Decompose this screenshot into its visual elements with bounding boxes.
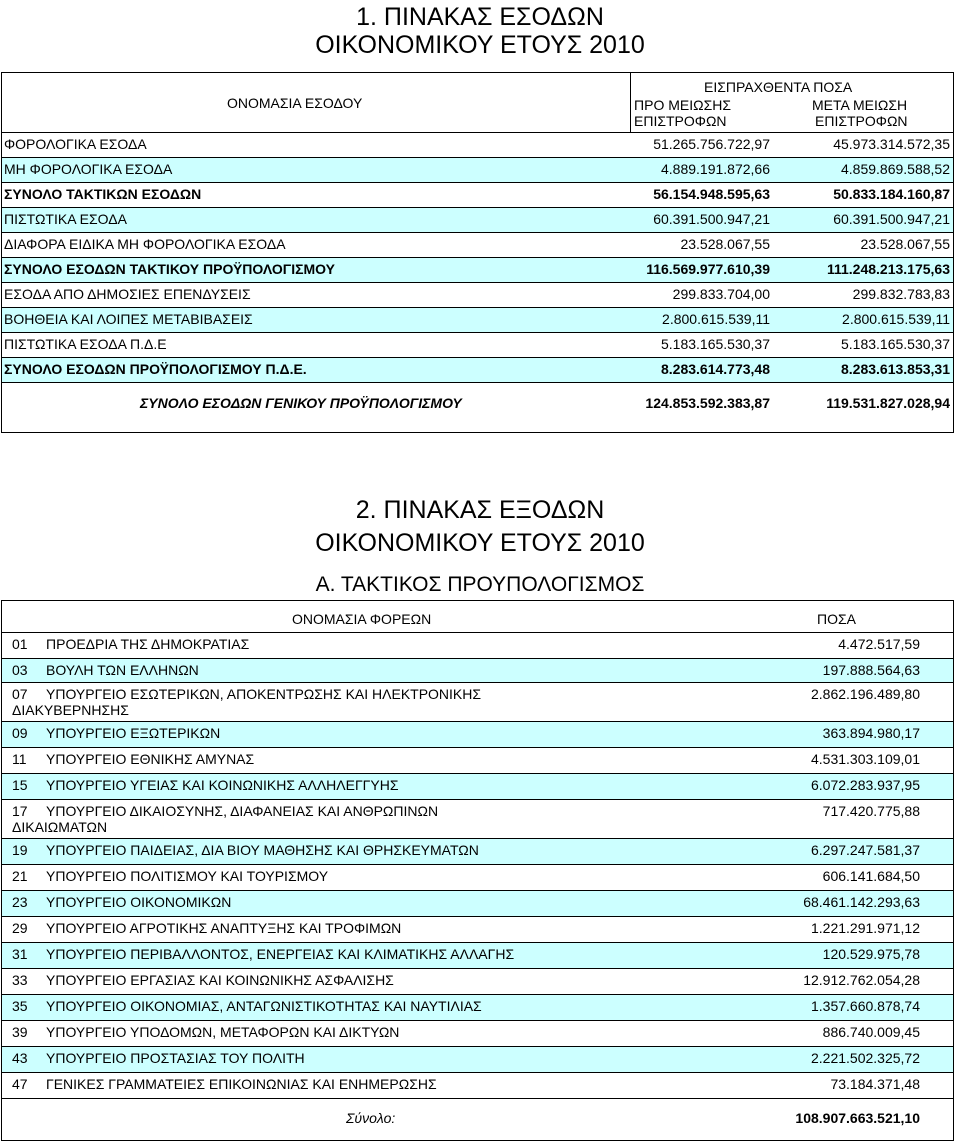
expenses-row [2, 838, 953, 864]
expenses-row-code: 47 [12, 1076, 28, 1092]
expenses-row-name: ΥΠΟΥΡΓΕΙΟ ΥΓΕΙΑΣ ΚΑΙ ΚΟΙΝΩΝΙΚΗΣ ΑΛΛΗΛΕΓΓΥΗΣ [46, 777, 399, 793]
revenue-row-name: ΣΥΝΟΛΟ ΕΣΟΔΩΝ ΤΑΚΤΙΚΟΥ ΠΡΟΫΠΟΛΟΓΙΣΜΟΥ [4, 261, 335, 277]
expenses-row-name: ΥΠΟΥΡΓΕΙΟ ΕΘΝΙΚΗΣ ΑΜΥΝΑΣ [46, 751, 255, 767]
revenue-header-before-2: ΕΠΙΣΤΡΟΦΩΝ [634, 113, 727, 129]
revenue-row-before: 23.528.067,55 [680, 236, 770, 252]
expenses-total-amount: 108.907.663.521,10 [795, 1110, 920, 1126]
expenses-header-name: ΟΝΟΜΑΣΙΑ ΦΟΡΕΩΝ [292, 611, 432, 627]
expenses-title-line2: ΟΙΚΟΝΟΜΙΚΟΥ ΕΤΟΥΣ 2010 [315, 529, 645, 557]
revenue-row-line [2, 207, 953, 208]
expenses-row-amount: 68.461.142.293,63 [803, 894, 920, 910]
expenses-row-name: ΥΠΟΥΡΓΕΙΟ ΑΓΡΟΤΙΚΗΣ ΑΝΑΠΤΥΞΗΣ ΚΑΙ ΤΡΟΦΙΜΩΝ [46, 920, 402, 936]
revenue-row-after: 111.248.213.175,63 [826, 261, 950, 277]
expenses-row [2, 658, 953, 682]
expenses-row [2, 942, 953, 968]
expenses-row-code: 35 [12, 998, 28, 1014]
expenses-row-line [2, 658, 953, 659]
revenue-row-name: ΠΙΣΤΩΤΙΚΑ ΕΣΟΔΑ Π.Δ.Ε [4, 336, 167, 352]
revenue-row-before: 4.889.191.872,66 [661, 161, 770, 177]
revenue-row-after: 119.531.827.028,94 [826, 395, 950, 411]
expenses-row-amount: 363.894.980,17 [822, 725, 920, 741]
revenue-row [2, 207, 953, 232]
expenses-row-amount: 1.357.660.878,74 [811, 998, 920, 1014]
expenses-row-name: ΥΠΟΥΡΓΕΙΟ ΟΙΚΟΝΟΜΙΚΩΝ [46, 894, 232, 910]
revenue-row-line [2, 357, 953, 358]
revenue-row-after: 50.833.184.160,87 [833, 186, 950, 202]
expenses-row-code: 29 [12, 920, 28, 936]
expenses-row-line [2, 916, 953, 917]
revenue-row-name: ΣΥΝΟΛΟ ΤΑΚΤΙΚΩΝ ΕΣΟΔΩΝ [4, 186, 202, 202]
expenses-row-code: 31 [12, 946, 28, 962]
expenses-row-line [2, 1046, 953, 1047]
revenue-row-before: 5.183.165.530,37 [661, 336, 770, 352]
revenue-row-line [2, 132, 953, 133]
expenses-row-line [2, 942, 953, 943]
revenue-row-after: 8.283.613.853,31 [841, 361, 950, 377]
revenue-row-name: ΣΥΝΟΛΟ ΕΣΟΔΩΝ ΠΡΟΫΠΟΛΟΓΙΣΜΟΥ Π.Δ.Ε. [4, 361, 307, 377]
expenses-row-name: ΥΠΟΥΡΓΕΙΟ ΠΑΙΔΕΙΑΣ, ΔΙΑ ΒΙΟΥ ΜΑΘΗΣΗΣ ΚΑΙ ΘΡΗΣΚΕΥΜΑΤΩΝ [46, 842, 479, 858]
expenses-row [2, 1072, 953, 1098]
expenses-row-code: 01 [12, 636, 28, 652]
expenses-row-line [2, 721, 953, 722]
expenses-row [2, 773, 953, 799]
expenses-row-name: ΓΕΝΙΚΕΣ ΓΡΑΜΜΑΤΕΙΕΣ ΕΠΙΚΟΙΝΩΝΙΑΣ ΚΑΙ ΕΝΗΜΕΡΩΣΗΣ [46, 1076, 437, 1092]
expenses-row-code: 19 [12, 842, 28, 858]
expenses-row-code: 09 [12, 725, 28, 741]
expenses-row-code: 15 [12, 777, 28, 793]
expenses-row [2, 747, 953, 773]
expenses-row [2, 799, 953, 838]
revenue-row-line [2, 182, 953, 183]
revenue-row-before: 116.569.977.610,39 [646, 261, 770, 277]
expenses-title-line1: 2. ΠΙΝΑΚΑΣ ΕΞΟΔΩΝ [355, 496, 605, 524]
expenses-row-amount: 73.184.371,48 [830, 1076, 920, 1092]
expenses-row-amount: 2.221.502.325,72 [811, 1050, 920, 1066]
revenue-header-before-1: ΠΡΟ ΜΕΙΩΣΗΣ [634, 97, 732, 113]
revenue-header-group: ΕΙΣΠΡΑΧΘΕΝΤΑ ΠΟΣΑ [704, 79, 853, 95]
revenue-header-after-2: ΕΠΙΣΤΡΟΦΩΝ [815, 113, 908, 129]
expenses-row-code: 39 [12, 1024, 28, 1040]
revenue-row-after: 299.832.783,83 [852, 286, 950, 302]
revenue-row-after: 5.183.165.530,37 [841, 336, 950, 352]
expenses-row-amount: 12.912.762.054,28 [803, 972, 920, 988]
revenue-row [2, 232, 953, 257]
expenses-row-amount: 4.531.303.109,01 [811, 751, 920, 767]
expenses-row-code: 23 [12, 894, 28, 910]
expenses-row-line [2, 1072, 953, 1073]
expenses-row-amount: 6.072.283.937,95 [811, 777, 920, 793]
revenue-row-after: 4.859.869.588,52 [841, 161, 950, 177]
expenses-row-name: ΥΠΟΥΡΓΕΙΟ ΟΙΚΟΝΟΜΙΑΣ, ΑΝΤΑΓΩΝΙΣΤΙΚΟΤΗΤΑΣ ΚΑΙ ΝΑΥΤΙΛΙΑΣ [46, 998, 482, 1014]
expenses-row-amount: 886.740.009,45 [822, 1024, 920, 1040]
expenses-row-code: 03 [12, 662, 28, 678]
revenue-row [2, 357, 953, 382]
expenses-total-label: Σύνολο: [346, 1110, 396, 1126]
expenses-total-row [2, 1098, 953, 1142]
expenses-subtitle: Α. ΤΑΚΤΙΚΟΣ ΠΡΟΥΠΟΛΟΓΙΣΜΟΣ [315, 573, 645, 596]
expenses-row-amount: 4.472.517,59 [838, 636, 920, 652]
expenses-row-line [2, 773, 953, 774]
revenue-row-line [2, 307, 953, 308]
expenses-row-code: 11 [12, 751, 27, 767]
revenue-row-name: ΔΙΑΦΟΡΑ ΕΙΔΙΚΑ ΜΗ ΦΟΡΟΛΟΓΙΚΑ ΕΣΟΔΑ [4, 236, 286, 252]
expenses-row-line [2, 890, 953, 891]
expenses-row-name: ΥΠΟΥΡΓΕΙΟ ΠΟΛΙΤΙΣΜΟΥ ΚΑΙ ΤΟΥΡΙΣΜΟΥ [46, 868, 329, 884]
revenue-row-line [2, 157, 953, 158]
revenue-row [2, 307, 953, 332]
expenses-row-line [2, 838, 953, 839]
revenue-title-line2: ΟΙΚΟΝΟΜΙΚΟΥ ΕΤΟΥΣ 2010 [315, 31, 645, 59]
revenue-row [2, 382, 953, 432]
expenses-row-code: 17 [12, 803, 28, 819]
expenses-row [2, 1020, 953, 1046]
expenses-row-name: ΥΠΟΥΡΓΕΙΟ ΠΕΡΙΒΑΛΛΟΝΤΟΣ, ΕΝΕΡΓΕΙΑΣ ΚΑΙ ΚΛΙΜΑΤΙΚΗΣ ΑΛΛΑΓΗΣ [46, 946, 515, 962]
revenue-row-name: ΦΟΡΟΛΟΓΙΚΑ ΕΣΟΔΑ [4, 136, 147, 152]
revenue-row-name: ΣΥΝΟΛΟ ΕΣΟΔΩΝ ΓΕΝΙΚΟΥ ΠΡΟΫΠΟΛΟΓΙΣΜΟΥ [140, 395, 462, 411]
expenses-header-amount: ΠΟΣΑ [817, 611, 856, 627]
expenses-row [2, 632, 953, 658]
expenses-row-amount: 717.420.775,88 [822, 803, 920, 819]
revenue-row-line [2, 332, 953, 333]
expenses-row-amount: 197.888.564,63 [822, 662, 920, 678]
revenue-row-name: ΕΣΟΔΑ ΑΠΟ ΔΗΜΟΣΙΕΣ ΕΠΕΝΔΥΣΕΙΣ [4, 286, 251, 302]
revenue-row-after: 23.528.067,55 [860, 236, 950, 252]
expenses-row-line [2, 1020, 953, 1021]
expenses-row-code: 33 [12, 972, 28, 988]
revenue-row-line [2, 232, 953, 233]
expenses-row-code: 07 [12, 686, 28, 702]
expenses-row [2, 890, 953, 916]
expenses-row-line [2, 994, 953, 995]
revenue-row-before: 8.283.614.773,48 [661, 361, 770, 377]
revenue-row [2, 132, 953, 157]
expenses-row-amount: 6.297.247.581,37 [811, 842, 920, 858]
expenses-total-line [2, 1098, 953, 1099]
expenses-row-line [2, 747, 953, 748]
expenses-row-name-continued: ΔΙΚΑΙΩΜΑΤΩΝ [12, 819, 108, 835]
revenue-row-line [2, 257, 953, 258]
revenue-row-line [2, 282, 953, 283]
expenses-table [1, 600, 954, 1141]
revenue-header-name: ΟΝΟΜΑΣΙΑ ΕΣΟΔΟΥ [227, 95, 363, 111]
revenue-header-after-1: ΜΕΤΑ ΜΕΙΩΣΗ [812, 97, 908, 113]
expenses-row-line [2, 864, 953, 865]
revenue-row-before: 299.833.704,00 [672, 286, 770, 302]
revenue-row-line [2, 382, 953, 383]
revenue-row-before: 56.154.948.595,63 [653, 186, 770, 202]
expenses-row-line [2, 632, 953, 633]
revenue-row [2, 182, 953, 207]
expenses-row-name: ΥΠΟΥΡΓΕΙΟ ΕΞΩΤΕΡΙΚΩΝ [46, 725, 221, 741]
expenses-row-line [2, 682, 953, 683]
revenue-row-before: 2.800.615.539,11 [662, 311, 770, 327]
expenses-row-amount: 120.529.975,78 [822, 946, 920, 962]
expenses-row [2, 916, 953, 942]
expenses-row-name: ΥΠΟΥΡΓΕΙΟ ΕΡΓΑΣΙΑΣ ΚΑΙ ΚΟΙΝΩΝΙΚΗΣ ΑΣΦΑΛΙΣΗΣ [46, 972, 394, 988]
expenses-row-name-continued: ΔΙΑΚΥΒΕΡΝΗΣΗΣ [12, 702, 129, 718]
expenses-row-code: 43 [12, 1050, 28, 1066]
expenses-row [2, 968, 953, 994]
revenue-row [2, 332, 953, 357]
revenue-row-before: 60.391.500.947,21 [653, 211, 770, 227]
expenses-row-name: ΥΠΟΥΡΓΕΙΟ ΕΣΩΤΕΡΙΚΩΝ, ΑΠΟΚΕΝΤΡΩΣΗΣ ΚΑΙ ΗΛΕΚΤΡΟΝΙΚΗΣ [46, 686, 482, 702]
revenue-row-name: ΜΗ ΦΟΡΟΛΟΓΙΚΑ ΕΣΟΔΑ [4, 161, 173, 177]
revenue-row-before: 51.265.756.722,97 [653, 136, 770, 152]
expenses-row [2, 1046, 953, 1072]
revenue-row-before: 124.853.592.383,87 [645, 395, 770, 411]
expenses-row-name: ΥΠΟΥΡΓΕΙΟ ΔΙΚΑΙΟΣΥΝΗΣ, ΔΙΑΦΑΝΕΙΑΣ ΚΑΙ ΑΝΘΡΩΠΙΝΩΝ [46, 803, 439, 819]
expenses-row-amount: 1.221.291.971,12 [811, 920, 920, 936]
revenue-title-line1: 1. ΠΙΝΑΚΑΣ ΕΣΟΔΩΝ [356, 3, 604, 31]
revenue-row [2, 157, 953, 182]
expenses-row-line [2, 968, 953, 969]
revenue-row-after: 45.973.314.572,35 [833, 136, 950, 152]
expenses-row-name: ΥΠΟΥΡΓΕΙΟ ΥΠΟΔΟΜΩΝ, ΜΕΤΑΦΟΡΩΝ ΚΑΙ ΔΙΚΤΥΩΝ [46, 1024, 400, 1040]
revenue-row-after: 2.800.615.539,11 [842, 311, 950, 327]
revenue-row-name: ΒΟΗΘΕΙΑ ΚΑΙ ΛΟΙΠΕΣ ΜΕΤΑΒΙΒΑΣΕΙΣ [4, 311, 253, 327]
revenue-row-after: 60.391.500.947,21 [833, 211, 950, 227]
expenses-row-line [2, 799, 953, 800]
revenue-header-divider [630, 73, 631, 132]
expenses-row-amount: 2.862.196.489,80 [811, 686, 920, 702]
revenue-row [2, 282, 953, 307]
revenue-row-name: ΠΙΣΤΩΤΙΚΑ ΕΣΟΔΑ [4, 211, 127, 227]
revenue-row [2, 257, 953, 282]
expenses-row [2, 682, 953, 721]
revenue-table [1, 72, 954, 433]
expenses-row-name: ΒΟΥΛΗ ΤΩΝ ΕΛΛΗΝΩΝ [46, 662, 199, 678]
expenses-row [2, 994, 953, 1020]
expenses-row-name: ΠΡΟΕΔΡΙΑ ΤΗΣ ΔΗΜΟΚΡΑΤΙΑΣ [46, 636, 250, 652]
expenses-row-code: 21 [12, 868, 28, 884]
expenses-row-amount: 606.141.684,50 [822, 868, 920, 884]
expenses-row [2, 721, 953, 747]
expenses-row-name: ΥΠΟΥΡΓΕΙΟ ΠΡΟΣΤΑΣΙΑΣ ΤΟΥ ΠΟΛΙΤΗ [46, 1050, 305, 1066]
expenses-row [2, 864, 953, 890]
